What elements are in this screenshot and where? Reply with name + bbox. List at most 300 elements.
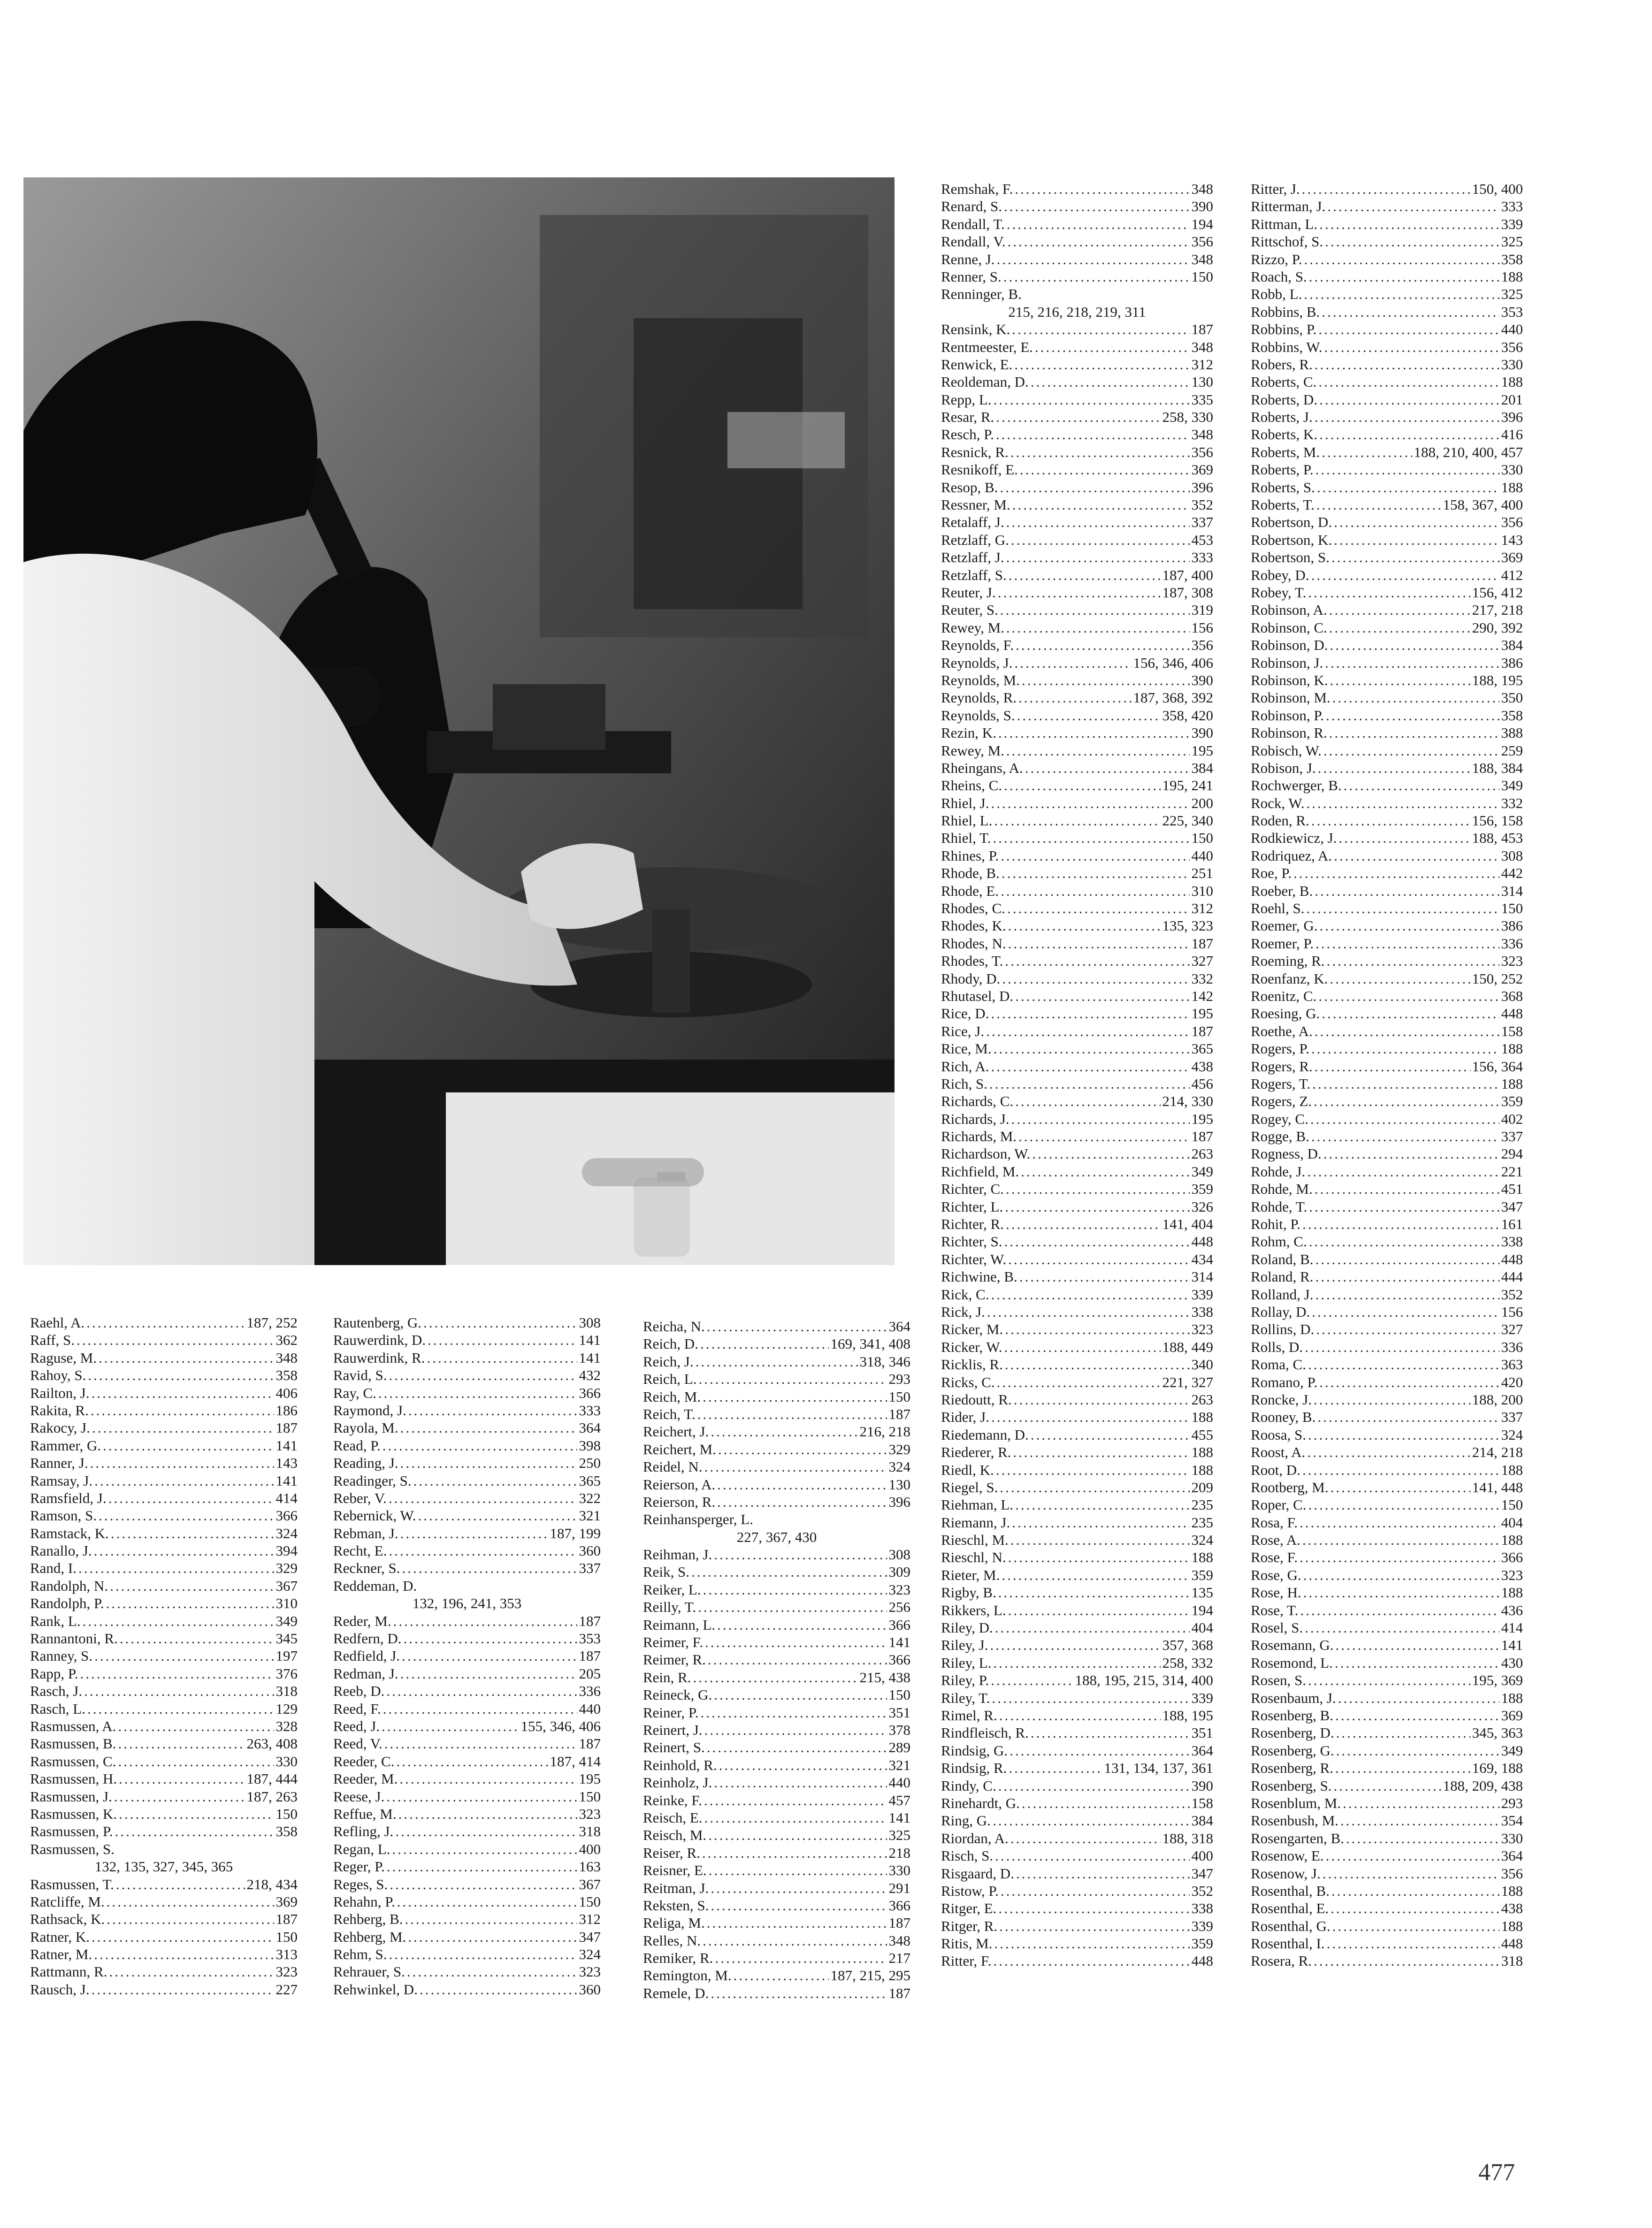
entry-pages: 386 (1501, 917, 1523, 934)
entry-pages: 197 (275, 1648, 298, 1664)
leader-dots (1011, 1110, 1190, 1128)
entry-name: Reckner, S. (333, 1560, 400, 1577)
entry-name: Roemer, G. (1251, 917, 1318, 934)
leader-dots (1021, 1163, 1189, 1180)
index-entry (941, 847, 1213, 864)
entry-name: Reisner, E. (643, 1862, 707, 1879)
index-entry (333, 1858, 601, 1875)
index-entry (643, 1704, 910, 1721)
leader-dots (704, 1721, 887, 1739)
entry-name: Robey, D. (1251, 566, 1309, 583)
leader-dots (1008, 917, 1161, 934)
index-column-4 (941, 180, 1213, 1970)
entry-name: Riley, D. (941, 1619, 993, 1636)
entry-name: Rohde, J. (1251, 1163, 1306, 1180)
entry-pages: 132, 135, 327, 345, 365 (94, 1858, 233, 1875)
index-entry (941, 1531, 1213, 1549)
entry-name: Reisch, E. (643, 1809, 703, 1826)
lab-photo (23, 177, 895, 1265)
leader-dots (87, 1700, 274, 1717)
index-entry (643, 1633, 910, 1651)
entry-name: Ricker, W. (941, 1338, 1002, 1355)
leader-dots (1322, 443, 1412, 461)
entry-pages: 194 (1191, 215, 1213, 232)
entry-pages: 337 (1501, 1409, 1523, 1426)
entry-name: Roesing, G. (1251, 1005, 1320, 1022)
leader-dots (1307, 1443, 1470, 1461)
index-entry (333, 1805, 601, 1823)
entry-pages: 188, 453 (1472, 830, 1523, 847)
entry-pages: 318 (275, 1683, 298, 1700)
entry-pages: 187 (579, 1648, 601, 1664)
leader-dots (1008, 1549, 1190, 1566)
entry-name: Rochwerger, B. (1251, 777, 1342, 794)
entry-pages: 135, 323 (1162, 917, 1213, 934)
index-entry (1251, 513, 1523, 531)
entry-name: Ritterman, J. (1251, 198, 1326, 215)
entry-name: Ramsfield, J. (30, 1489, 107, 1506)
leader-dots (707, 1318, 887, 1335)
leader-dots (1008, 935, 1190, 952)
leader-dots (999, 1917, 1189, 1935)
leader-dots (1303, 1566, 1499, 1584)
index-entry (643, 1598, 910, 1616)
leader-dots (107, 1910, 274, 1928)
entry-pages: 218, 434 (246, 1876, 298, 1892)
index-entry (30, 1472, 298, 1489)
entry-pages: 386 (1501, 654, 1523, 671)
leader-dots (704, 1809, 887, 1826)
entry-pages: 251 (1191, 865, 1213, 882)
entry-pages: 348 (888, 1932, 910, 1949)
entry-pages: 349 (1501, 777, 1523, 794)
entry-name: Rehwinkel, D. (333, 1981, 418, 1998)
entry-name: Rogge, B. (1251, 1128, 1309, 1145)
entry-name: Retalaff, J. (941, 514, 1004, 531)
entry-pages: 163 (579, 1858, 601, 1875)
index-entry (643, 1984, 910, 2002)
index-entry (30, 1314, 298, 1331)
entry-name: Roeming, R. (1251, 953, 1325, 969)
index-entry (1251, 1689, 1523, 1707)
entry-pages: 330 (1501, 1830, 1523, 1846)
leader-dots (718, 1441, 887, 1458)
index-entry (941, 1198, 1213, 1215)
leader-dots (1335, 1707, 1499, 1724)
index-entry (941, 1759, 1213, 1777)
entry-name: Rosenberg, S. (1251, 1777, 1332, 1794)
index-entry (941, 1180, 1213, 1198)
entry-pages: 359 (1191, 1181, 1213, 1198)
entry-pages: 364 (579, 1419, 601, 1436)
entry-name: Reichert, M. (643, 1441, 716, 1457)
entry-name: Rehberg, B. (333, 1911, 403, 1928)
index-entry (1251, 303, 1523, 320)
index-entry (1251, 636, 1523, 654)
index-entry (1251, 496, 1523, 513)
index-entry (941, 1882, 1213, 1900)
entry-pages: 337 (1501, 1128, 1523, 1145)
entry-pages: 188, 318 (1162, 1830, 1213, 1846)
entry-name: Rosenow, J. (1251, 1865, 1321, 1882)
entry-pages: 339 (1191, 1286, 1213, 1303)
entry-name: Randolph, N. (30, 1577, 108, 1594)
entry-name: Rathsack, K. (30, 1911, 105, 1928)
entry-name: Rendall, V. (941, 233, 1006, 250)
entry-name: Reik, S. (643, 1564, 690, 1580)
entry-pages: 209 (1191, 1479, 1213, 1496)
entry-pages: 312 (1191, 900, 1213, 917)
index-entry (1251, 794, 1523, 812)
entry-name: Readinger, S. (333, 1472, 412, 1489)
leader-dots (403, 1630, 577, 1647)
leader-dots (995, 1847, 1189, 1864)
leader-dots (696, 1353, 858, 1370)
index-entry (333, 1630, 601, 1647)
entry-pages: 356 (1191, 233, 1213, 250)
index-entry (941, 1110, 1213, 1128)
index-entry (941, 1812, 1213, 1829)
index-entry (941, 1514, 1213, 1531)
entry-pages: 188 (1501, 1040, 1523, 1057)
index-entry (941, 1320, 1213, 1338)
entry-name: Reed, F. (333, 1700, 381, 1717)
index-entry (30, 1331, 298, 1349)
index-entry (1251, 1180, 1523, 1198)
index-entry (333, 1700, 601, 1717)
index-entry (941, 1163, 1213, 1180)
leader-dots (1002, 1566, 1189, 1584)
index-entry (1251, 601, 1523, 618)
entry-name: Reihman, J. (643, 1546, 712, 1563)
entry-pages: 156, 412 (1472, 584, 1523, 601)
leader-dots (697, 1405, 887, 1423)
index-entry (333, 1893, 601, 1910)
leader-dots (1311, 1128, 1499, 1145)
leader-dots (705, 1633, 887, 1651)
entry-name: Rosemann, G. (1251, 1637, 1334, 1654)
index-entry (333, 1507, 601, 1524)
entry-name: Rheins, C. (941, 777, 1002, 794)
entry-name: Ritter, J. (1251, 181, 1300, 197)
entry-pages: 158 (1501, 1022, 1523, 1039)
leader-dots (1014, 356, 1189, 373)
leader-dots (994, 812, 1160, 829)
index-entry (1251, 1794, 1523, 1812)
entry-name: Reoldeman, D. (941, 374, 1029, 390)
entry-pages: 326 (1191, 1198, 1213, 1215)
entry-pages: 448 (1191, 1953, 1213, 1969)
entry-pages: 438 (1191, 1058, 1213, 1075)
entry-name: Rohit, P. (1251, 1216, 1300, 1233)
entry-name: Rhiel, T. (941, 830, 991, 847)
index-entry (1251, 1426, 1523, 1443)
entry-pages: 360 (579, 1542, 601, 1559)
entry-pages: 363 (1501, 1356, 1523, 1373)
index-entry (30, 1910, 298, 1928)
entry-pages: 339 (1191, 1689, 1213, 1706)
entry-name: Richardson, W. (941, 1145, 1031, 1162)
entry-pages: 325 (1501, 286, 1523, 303)
entry-name: Rasmussen, T. (30, 1876, 114, 1892)
leader-dots (1022, 1794, 1190, 1812)
index-entry (941, 1707, 1213, 1724)
leader-dots (402, 1647, 577, 1664)
entry-name: Ritter, F. (941, 1953, 992, 1969)
entry-name: Raff, S. (30, 1332, 75, 1349)
leader-dots (1318, 759, 1470, 777)
entry-name: Reich, T. (643, 1405, 696, 1422)
index-entry (1251, 1566, 1523, 1584)
index-entry (941, 198, 1213, 215)
index-entry (1251, 900, 1523, 917)
leader-dots (1016, 1865, 1190, 1882)
index-entry (1251, 549, 1523, 566)
leader-dots (714, 1686, 887, 1703)
entry-pages: 323 (275, 1963, 298, 1980)
entry-pages: 368 (1501, 987, 1523, 1004)
leader-dots (1325, 233, 1499, 250)
entry-pages: 293 (1501, 1794, 1523, 1811)
index-entry (941, 1900, 1213, 1917)
microscope-photo-illustration (23, 177, 895, 1265)
entry-name: Rogers, T. (1251, 1075, 1311, 1092)
index-entry (941, 1303, 1213, 1320)
index-entry (30, 1384, 298, 1402)
index-entry (1251, 1531, 1523, 1549)
index-entry (643, 1826, 910, 1844)
leader-dots (383, 1700, 577, 1717)
index-entry (30, 1525, 298, 1542)
leader-dots (1309, 1198, 1499, 1215)
index-entry (941, 1566, 1213, 1584)
entry-name: Reitman, J. (643, 1879, 709, 1896)
index-entry (643, 1721, 910, 1739)
leader-dots (1322, 303, 1499, 320)
leader-dots (1304, 251, 1499, 268)
entry-pages: 430 (1501, 1654, 1523, 1671)
leader-dots (99, 1349, 274, 1366)
index-entry (1251, 1917, 1523, 1935)
entry-pages: 141, 404 (1162, 1216, 1213, 1233)
leader-dots (1006, 742, 1190, 759)
index-entry (941, 215, 1213, 233)
leader-dots (1307, 794, 1499, 812)
entry-pages: 187, 368, 392 (1133, 689, 1213, 706)
index-entry (643, 1476, 910, 1493)
leader-dots (1004, 777, 1160, 794)
leader-dots (1304, 285, 1499, 303)
leader-dots (1310, 1110, 1499, 1128)
index-entry (941, 251, 1213, 268)
entry-name: Ramsay, J. (30, 1472, 93, 1489)
entry-name: Rehm, S. (333, 1946, 387, 1963)
entry-name: Riehman, L. (941, 1496, 1014, 1513)
leader-dots (407, 1963, 577, 1980)
leader-dots (734, 1967, 829, 1984)
leader-dots (993, 1812, 1190, 1829)
index-entry (941, 724, 1213, 741)
index-entry (333, 1472, 601, 1489)
index-entry (941, 1286, 1213, 1303)
index-entry (30, 1840, 298, 1858)
entry-pages: 384 (1501, 637, 1523, 654)
entry-pages: 150 (1191, 830, 1213, 847)
index-entry (1251, 1092, 1523, 1110)
entry-pages: 366 (275, 1507, 298, 1524)
entry-name: Richter, W. (941, 1251, 1007, 1267)
index-entry (1251, 619, 1523, 636)
entry-pages: 308 (579, 1314, 601, 1331)
leader-dots (106, 1595, 274, 1612)
index-entry (1251, 531, 1523, 549)
leader-dots (1003, 268, 1190, 285)
index-entry (941, 1602, 1213, 1619)
leader-dots (423, 1314, 577, 1331)
leader-dots (1035, 338, 1190, 356)
leader-dots (392, 1840, 577, 1858)
leader-dots (1315, 1286, 1499, 1303)
entry-pages: 367 (579, 1876, 601, 1892)
index-entry (1251, 373, 1523, 390)
index-entry (941, 180, 1213, 198)
entry-pages: 358 (1501, 251, 1523, 267)
leader-dots (1336, 1742, 1499, 1759)
index-entry (941, 1092, 1213, 1110)
entry-pages: 436 (1501, 1602, 1523, 1618)
entry-pages: 188 (1501, 1532, 1523, 1549)
index-entry (30, 1437, 298, 1454)
entry-name: Riegel, S. (941, 1479, 998, 1496)
leader-dots (1000, 1479, 1189, 1496)
entry-name: Religa, M. (643, 1915, 705, 1931)
index-entry (30, 1665, 298, 1682)
leader-dots (1001, 1882, 1190, 1900)
entry-pages: 384 (1191, 759, 1213, 776)
leader-dots (1008, 1602, 1190, 1619)
entry-pages: 416 (1501, 426, 1523, 443)
entry-pages: 294 (1501, 1145, 1523, 1162)
entry-pages: 256 (888, 1599, 910, 1616)
index-entry (1251, 320, 1523, 338)
leader-dots (1317, 1408, 1499, 1426)
entry-pages: 414 (275, 1489, 298, 1506)
entry-name: Reierson, A. (643, 1476, 716, 1493)
leader-dots (1335, 1654, 1499, 1671)
index-entry (941, 1935, 1213, 1952)
entry-name: Ray, C. (333, 1384, 376, 1401)
index-entry (30, 1454, 298, 1472)
leader-dots (1316, 1320, 1499, 1338)
entry-name: Rosenbush, M. (1251, 1812, 1338, 1829)
leader-dots (1312, 1075, 1499, 1092)
leader-dots (1010, 1742, 1189, 1759)
leader-dots (994, 391, 1190, 408)
leader-dots (1004, 1338, 1161, 1356)
index-entry (1251, 847, 1523, 864)
entry-name: Renwick, E. (941, 356, 1013, 373)
index-entry (941, 1022, 1213, 1040)
leader-dots (998, 584, 1161, 601)
entry-name: Ravid, S. (333, 1367, 387, 1384)
leader-dots (1338, 1689, 1499, 1707)
leader-dots (1332, 1917, 1499, 1935)
index-entry (30, 1349, 298, 1366)
entry-pages: 216, 218 (859, 1423, 910, 1440)
leader-dots (700, 1335, 829, 1352)
index-entry (333, 1682, 601, 1700)
index-entry (941, 900, 1213, 917)
index-entry (941, 1443, 1213, 1461)
entry-pages: 187 (275, 1911, 298, 1928)
index-entry (941, 654, 1213, 671)
entry-pages: 388 (1501, 725, 1523, 741)
entry-name: Robinson, C. (1251, 619, 1327, 636)
entry-name: Robinson, D. (1251, 637, 1328, 654)
entry-name: Ricklis, R. (941, 1356, 1003, 1373)
entry-pages: 135 (1191, 1584, 1213, 1601)
index-entry (1251, 1654, 1523, 1671)
index-column-3 (643, 1318, 910, 2002)
leader-dots (1344, 777, 1499, 794)
leader-dots (1031, 1426, 1190, 1443)
entry-name: Roe, P. (1251, 865, 1292, 882)
leader-dots (420, 1981, 577, 1998)
entry-pages: 187 (1191, 935, 1213, 952)
entry-name: Ressner, M. (941, 496, 1010, 513)
entry-name: Rick, C. (941, 1286, 989, 1303)
leader-dots (1302, 1531, 1499, 1549)
index-entry (941, 1251, 1213, 1268)
entry-pages: 130 (1191, 374, 1213, 390)
entry-pages: 366 (888, 1897, 910, 1914)
entry-pages: 398 (579, 1437, 601, 1454)
entry-pages: 455 (1191, 1426, 1213, 1443)
entry-pages: 440 (1501, 321, 1523, 338)
leader-dots (1012, 1514, 1189, 1531)
index-entry (1251, 724, 1523, 741)
entry-name: Rosemond, L. (1251, 1654, 1333, 1671)
leader-dots (1314, 1092, 1499, 1110)
index-entry (643, 1388, 910, 1405)
entry-name: Riemann, J. (941, 1514, 1010, 1531)
entry-pages: 357, 368 (1162, 1637, 1213, 1654)
leader-dots (389, 1489, 577, 1507)
entry-name: Reimer, F. (643, 1634, 704, 1651)
entry-pages: 188 (1191, 1549, 1213, 1566)
entry-pages: 195 (1191, 1005, 1213, 1022)
entry-name: Reeder, M. (333, 1770, 398, 1787)
entry-pages: 347 (1191, 1865, 1213, 1882)
leader-dots (390, 1876, 577, 1893)
entry-name: Rick, J. (941, 1304, 985, 1320)
entry-pages: 141 (275, 1472, 298, 1489)
entry-name: Robbins, B. (1251, 303, 1320, 320)
index-entry (1251, 180, 1523, 198)
index-entry (30, 1577, 298, 1595)
leader-dots (1320, 917, 1499, 934)
entry-name: Ratner, K. (30, 1928, 90, 1945)
entry-pages: 321 (579, 1507, 601, 1524)
entry-pages: 404 (1191, 1619, 1213, 1636)
entry-pages: 130 (888, 1476, 910, 1493)
leader-dots (1308, 584, 1470, 601)
leader-dots (1338, 829, 1470, 847)
leader-dots (1326, 1847, 1499, 1864)
entry-pages: 312 (1191, 356, 1213, 373)
leader-dots (1315, 1251, 1499, 1268)
entry-pages: 188, 384 (1472, 759, 1523, 776)
